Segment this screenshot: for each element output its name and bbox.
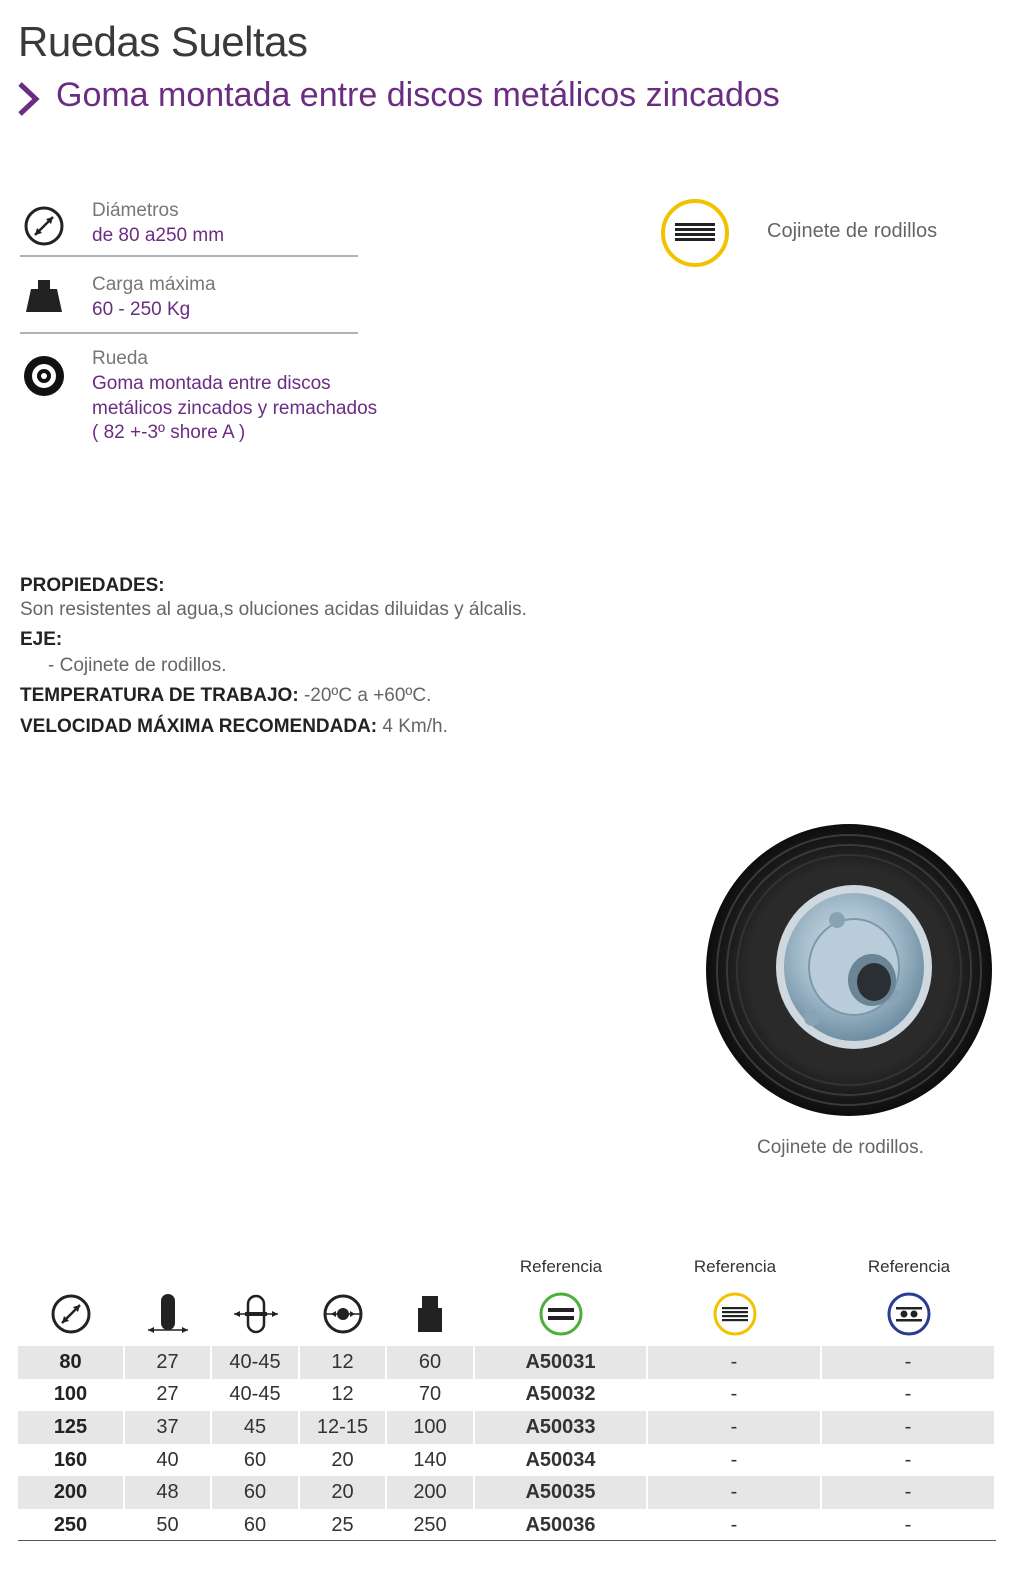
table-cell: 60 [212, 1476, 300, 1509]
table-cell: 80 [18, 1346, 125, 1379]
spec-value: de 80 a250 mm [92, 225, 225, 246]
axle-heading: EJE: [20, 629, 63, 650]
table-cell: 20 [300, 1476, 387, 1509]
spec-label: Rueda [92, 348, 148, 369]
table-cell: 50 [125, 1509, 212, 1542]
photo-caption: Cojinete de rodillos. [757, 1137, 924, 1158]
spec-label: Diámetros [92, 200, 179, 221]
roller-bearing-icon [711, 1290, 759, 1338]
weight-icon [20, 274, 68, 322]
speed-heading: VELOCIDAD MÁXIMA RECOMENDADA: [20, 716, 378, 737]
table-cell: A50031 [475, 1346, 648, 1379]
table-cell: 37 [125, 1411, 212, 1444]
table-cell: - [822, 1509, 996, 1542]
divider [20, 332, 358, 334]
table-row [18, 1476, 996, 1509]
table-row [18, 1444, 996, 1477]
wheel-icon [20, 352, 68, 400]
spec-table [18, 1346, 996, 1542]
speed-value: 4 Km/h. [377, 716, 448, 737]
diameter-icon [47, 1290, 95, 1338]
table-cell: - [822, 1346, 996, 1379]
table-cell: 40-45 [212, 1346, 300, 1379]
spec-value-line: ( 82 +-3º shore A ) [92, 422, 246, 443]
temperature-heading: TEMPERATURA DE TRABAJO: [20, 685, 299, 706]
table-cell: 140 [387, 1444, 475, 1477]
weight-icon [406, 1290, 454, 1338]
temperature-value: -20ºC a +60ºC. [298, 685, 432, 706]
table-cell: - [822, 1411, 996, 1444]
wheel-photo [704, 822, 994, 1118]
bearing-label: Cojinete de rodillos [767, 220, 938, 242]
plain-bearing-icon [537, 1290, 585, 1338]
table-cell: 12 [300, 1346, 387, 1379]
spec-value-line: Goma montada entre discos [92, 373, 331, 394]
roller-bearing-icon [660, 198, 730, 268]
spec-label: Carga máxima [92, 274, 216, 295]
ref-header: Referencia [519, 1257, 603, 1276]
table-cell: 60 [212, 1509, 300, 1542]
table-cell: 40 [125, 1444, 212, 1477]
table-cell: 70 [387, 1379, 475, 1412]
table-cell: 250 [18, 1509, 125, 1542]
chevron-right-icon [14, 80, 44, 118]
table-cell: 100 [387, 1411, 475, 1444]
table-cell: - [648, 1444, 822, 1477]
table-cell: - [822, 1476, 996, 1509]
hub-length-icon [232, 1290, 280, 1338]
table-cell: 48 [125, 1476, 212, 1509]
table-cell: A50034 [475, 1444, 648, 1477]
table-cell: 200 [18, 1476, 125, 1509]
table-cell: A50036 [475, 1509, 648, 1542]
table-cell: A50035 [475, 1476, 648, 1509]
diameter-icon [20, 202, 68, 250]
table-cell: 200 [387, 1476, 475, 1509]
table-cell: A50032 [475, 1379, 648, 1412]
ball-bearing-icon [885, 1290, 933, 1338]
ref-header: Referencia [693, 1257, 777, 1276]
table-cell: 40-45 [212, 1379, 300, 1412]
page-subtitle: Goma montada entre discos metálicos zincados [56, 76, 780, 114]
axle-bore-icon [319, 1290, 367, 1338]
table-cell: 45 [212, 1411, 300, 1444]
table-cell: - [648, 1411, 822, 1444]
table-cell: 12 [300, 1379, 387, 1412]
table-cell: 12-15 [300, 1411, 387, 1444]
table-cell: 160 [18, 1444, 125, 1477]
table-cell: - [648, 1509, 822, 1542]
table-cell: - [648, 1346, 822, 1379]
ref-header: Referencia [867, 1257, 951, 1276]
table-cell: 27 [125, 1346, 212, 1379]
table-row [18, 1509, 996, 1542]
table-cell: A50033 [475, 1411, 648, 1444]
spec-value-line: metálicos zincados y remachados [92, 397, 378, 419]
table-cell: - [822, 1379, 996, 1412]
wheel-width-icon [144, 1290, 192, 1338]
table-cell: 100 [18, 1379, 125, 1412]
table-cell: - [648, 1476, 822, 1509]
table-cell: 60 [387, 1346, 475, 1379]
table-row [18, 1411, 996, 1444]
divider [20, 255, 358, 257]
table-cell: 250 [387, 1509, 475, 1542]
table-cell: 125 [18, 1411, 125, 1444]
page-title: Ruedas Sueltas [18, 18, 308, 65]
table-cell: 25 [300, 1509, 387, 1542]
divider [18, 1540, 996, 1541]
properties-heading: PROPIEDADES: [20, 575, 165, 596]
axle-text: - Cojinete de rodillos. [48, 655, 227, 676]
properties-text: Son resistentes al agua,s oluciones acidas diluidas y álcalis. [20, 599, 527, 620]
table-cell: 27 [125, 1379, 212, 1412]
table-row [18, 1346, 996, 1379]
table-cell: - [822, 1444, 996, 1477]
table-cell: 60 [212, 1444, 300, 1477]
table-cell: - [648, 1379, 822, 1412]
table-cell: 20 [300, 1444, 387, 1477]
spec-value: 60 - 250 Kg [92, 299, 191, 320]
table-row [18, 1379, 996, 1412]
